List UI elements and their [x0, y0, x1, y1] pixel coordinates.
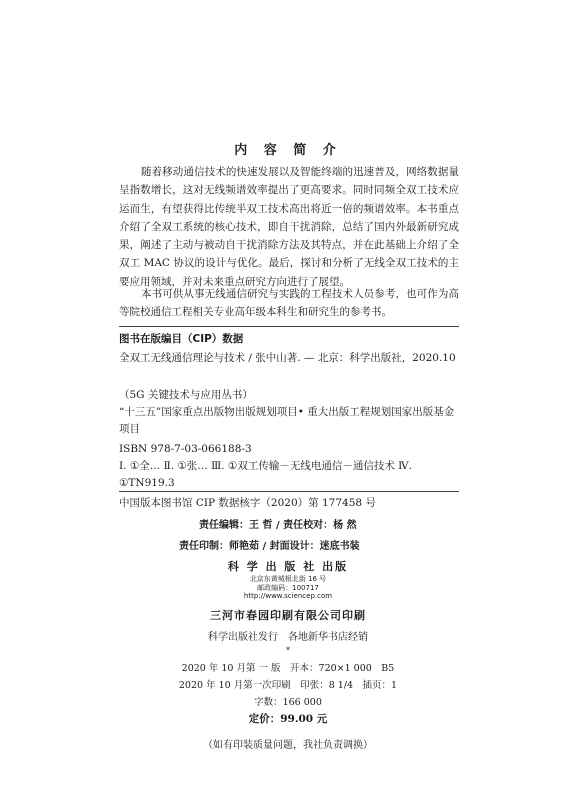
cip-series-line: （5G 关键技术与应用丛书）: [119, 389, 253, 401]
publisher-url: http://www.sciencep.com: [243, 592, 333, 600]
cip-heading: 图书在版编目（CIP）数据: [119, 333, 244, 345]
cip-number: 中国版本图书馆 CIP 数据核字（2020）第 177458 号: [119, 497, 376, 509]
separator-star: *: [286, 646, 290, 655]
publisher-name: 科 学 出 版 社 出版: [227, 560, 349, 573]
isbn: ISBN 978-7-03-066188-3: [119, 443, 252, 455]
quality-notice: （如有印装质量问题，我社负责调换）: [203, 740, 373, 751]
publisher-postcode: 邮政编码：100717: [257, 584, 319, 592]
intro-paragraph-2: 本书可供从事无线通信研究与实践的工程技术人员参考，也可作为高等院校通信工程相关专业高年级本科生和研究生的参考书。: [119, 288, 459, 319]
divider-top: [119, 326, 459, 327]
printer-line: 三河市春园印刷有限公司印刷: [210, 609, 366, 622]
distribution-line: 科学出版社发行 各地新华书店经销: [208, 632, 368, 643]
divider-bottom: [119, 491, 459, 492]
production-credits: 责任印制：师艳茹 / 封面设计：迷底书装: [179, 541, 360, 552]
cip-title-line: 全双工无线通信理论与技术 / 张中山著. — 北京：科学出版社，2020.10: [119, 352, 456, 364]
edition-line-1: 2020 年 10 月第 一 版 开本：720×1 000 B5: [181, 663, 395, 674]
price: 定价：99.00 元: [248, 713, 328, 725]
edition-line-2: 2020 年 10 月第一次印刷 印张：8 1/4 插页：1: [178, 680, 398, 691]
editor-credits: 责任编辑：王 哲 / 责任校对：杨 然: [199, 520, 357, 531]
cip-classification: Ⅰ. ①全… Ⅱ. ①张… Ⅲ. ①双工传输－无线电通信－通信技术 Ⅳ. ①TN919.3: [119, 460, 413, 489]
cip-project-line: “十三五”国家重点出版物出版规划项目• 重大出版工程规划国家出版基金项目: [119, 406, 455, 435]
intro-paragraph-1: 随着移动通信技术的快速发展以及智能终端的迅速普及，网络数据量呈指数增长，这对无线频谱效率提出了更高要求。同时同频全双工技术应运而生，有望获得比传统半双工技术高出将近一倍的频谱效率。本书重点介绍了全双工系统的核心技术，即自干扰消除，总结了国内外最新研究成果，阐述了主动与被动自干扰消除方法及其特点，并在此基础上介绍了全双工 MAC 协议的设计与优化。最后，探讨和分析了无线全双工技术的主要应用领域，并对未来重点研究方向进行了展望。: [119, 166, 459, 288]
word-count: 字数：166 000: [254, 697, 322, 708]
page-title: 内 容 简 介: [234, 143, 342, 158]
publisher-address: 北京东黄城根北街 16 号: [249, 575, 327, 583]
